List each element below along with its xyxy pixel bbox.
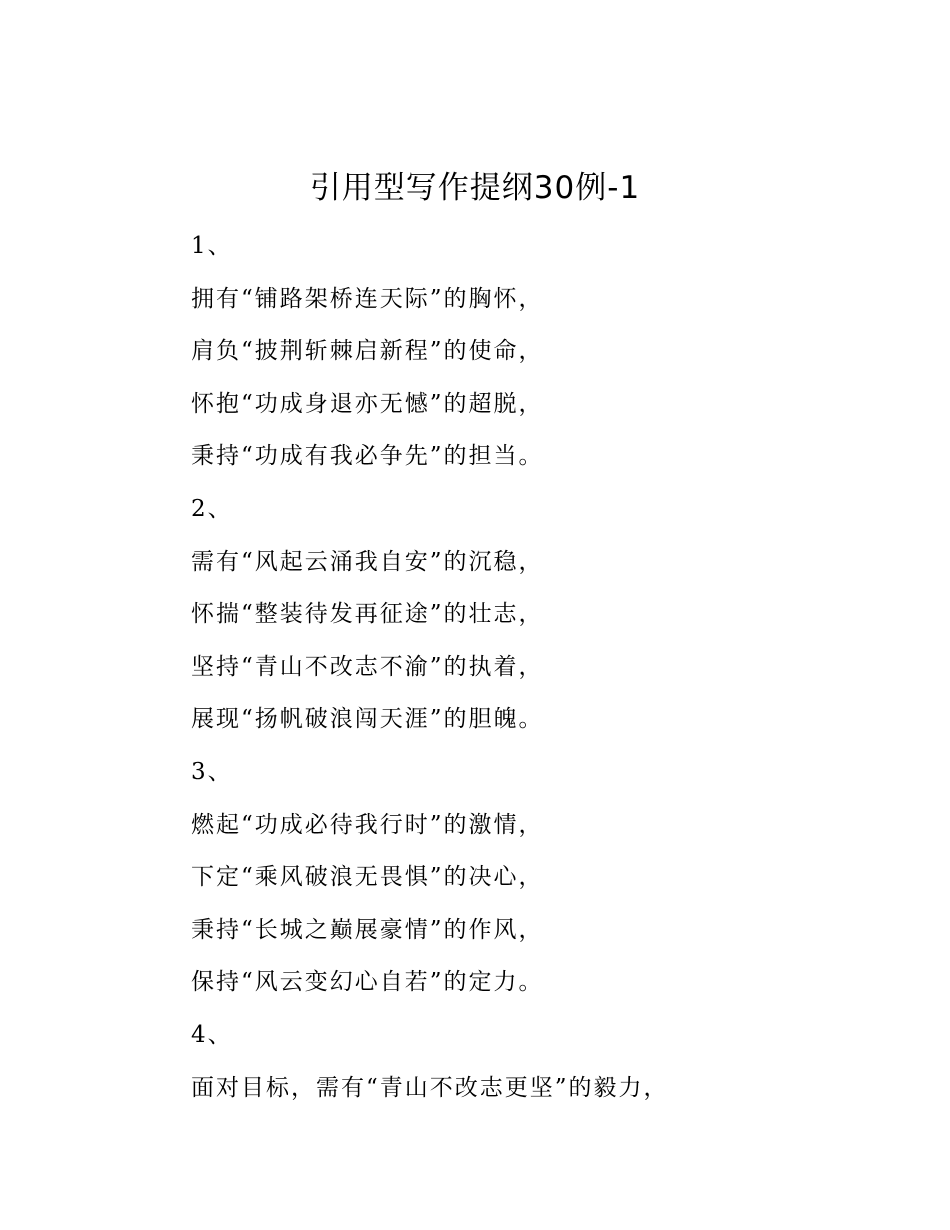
text-line: 燃起“功成必待我行时”的激情，: [191, 811, 544, 838]
text-line: 展现“扬帆破浪闯天涯”的胆魄。: [191, 706, 544, 733]
text-line: 秉持“功成有我必争先”的担当。: [191, 443, 544, 470]
document-title: 引用型写作提纲30例-1: [309, 170, 641, 206]
text-line: 怀揣“整装待发再征途”的壮志，: [191, 601, 544, 628]
section-number: 2、: [191, 495, 233, 522]
document-body: [191, 226, 911, 1120]
section-number: 4、: [191, 1021, 233, 1048]
text-line: 拥有“铺路架桥连天际”的胸怀，: [191, 285, 544, 312]
text-line: 坚持“青山不改志不渝”的执着，: [191, 653, 544, 680]
section-number: 1、: [191, 233, 233, 259]
text-line: 秉持“长城之巅展豪情”的作风，: [191, 916, 544, 943]
text-line: 需有“风起云涌我自安”的沉稳，: [191, 548, 544, 575]
text-line: 保持“风云变幻心自若”的定力。: [191, 969, 544, 996]
section-number: 3、: [191, 758, 233, 785]
text-line: 下定“乘风破浪无畏惧”的决心，: [191, 864, 544, 891]
text-line: 怀抱“功成身退亦无憾”的超脱，: [191, 390, 544, 417]
text-line: 面对目标，需有“青山不改志更坚”的毅力，: [191, 1074, 669, 1101]
text-line: 肩负“披荆斩棘启新程”的使命，: [191, 338, 544, 365]
